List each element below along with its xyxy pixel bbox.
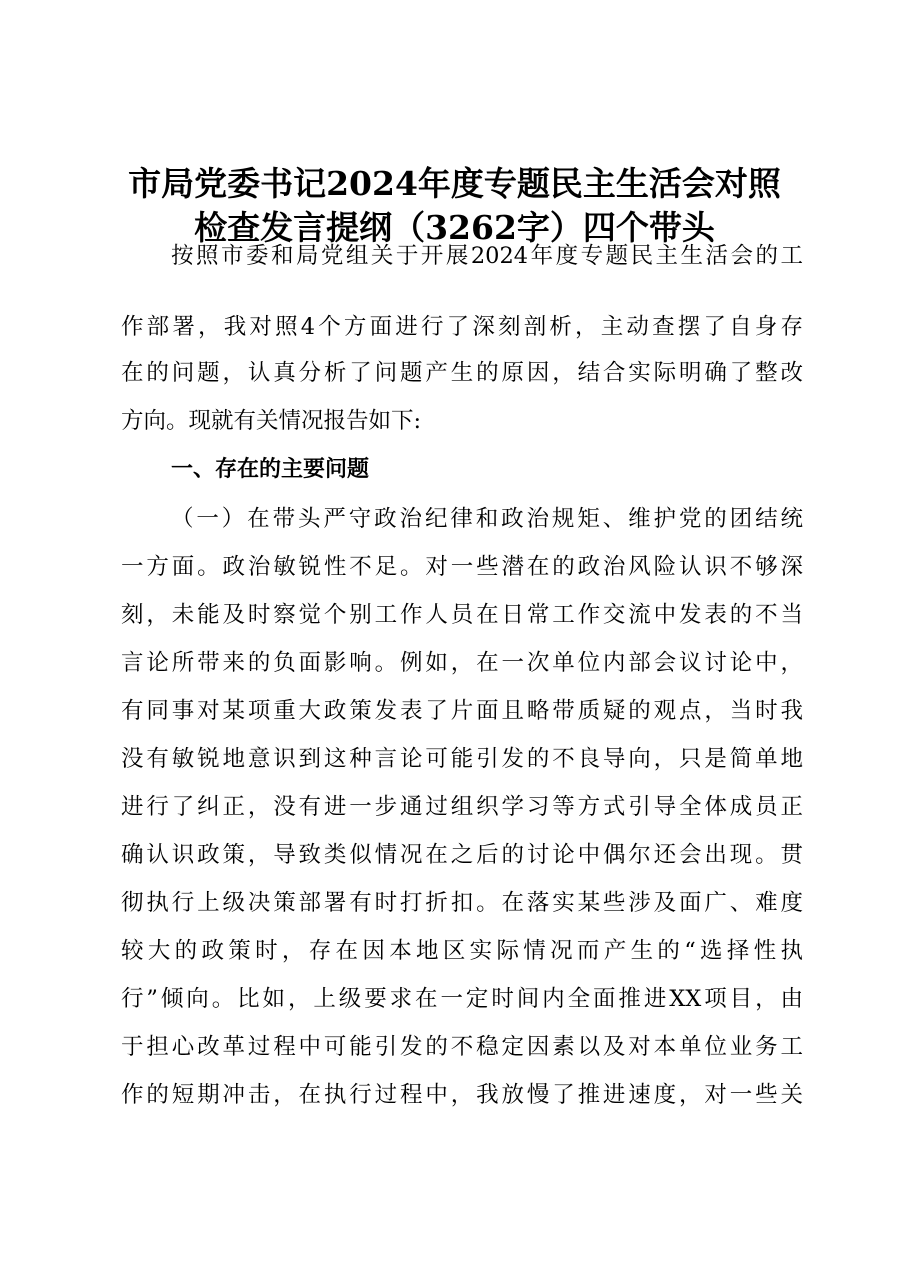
body-line: 刻，未能及时察觉个别工作人员在日常工作交流中发表的不当 xyxy=(121,602,803,628)
section-heading: 一、存在的主要问题 xyxy=(171,457,370,482)
body-line: 确认识政策，导致类似情况在之后的讨论中偶尔还会出现。贯 xyxy=(121,842,803,868)
document-title-line-1: 市局党委书记2024年度专题民主生活会对照 xyxy=(128,164,781,203)
body-line: 一方面。政治敏锐性不足。对一些潜在的政治风险认识不够深 xyxy=(121,554,803,580)
body-line: 作的短期冲击，在执行过程中，我放慢了推进速度，对一些关 xyxy=(121,1082,803,1108)
document-title-line-2: 检查发言提纲（3262字）四个带头 xyxy=(194,208,715,247)
intro-line: 在的问题，认真分析了问题产生的原因，结合实际明确了整改 xyxy=(121,360,803,386)
intro-line: 按照市委和局党组关于开展2024年度专题民主生活会的工 xyxy=(171,243,803,269)
body-line: 行”倾向。比如，上级要求在一定时间内全面推进XX项目，由 xyxy=(121,986,803,1012)
body-line: （一）在带头严守政治纪律和政治规矩、维护党的团结统 xyxy=(171,506,803,532)
body-line: 有同事对某项重大政策发表了片面且略带质疑的观点，当时我 xyxy=(121,698,803,724)
intro-line: 作部署，我对照4个方面进行了深刻剖析，主动查摆了自身存 xyxy=(121,314,803,340)
body-line: 较大的政策时，存在因本地区实际情况而产生的“选择性执 xyxy=(121,938,803,964)
body-line: 于担心改革过程中可能引发的不稳定因素以及对本单位业务工 xyxy=(121,1034,803,1060)
intro-line: 方向。现就有关情况报告如下: xyxy=(121,408,422,434)
body-line: 言论所带来的负面影响。例如，在一次单位内部会议讨论中， xyxy=(121,650,803,676)
body-line: 彻执行上级决策部署有时打折扣。在落实某些涉及面广、难度 xyxy=(121,890,803,916)
body-line: 进行了纠正，没有进一步通过组织学习等方式引导全体成员正 xyxy=(121,794,803,820)
body-line: 没有敏锐地意识到这种言论可能引发的不良导向，只是简单地 xyxy=(121,746,803,772)
